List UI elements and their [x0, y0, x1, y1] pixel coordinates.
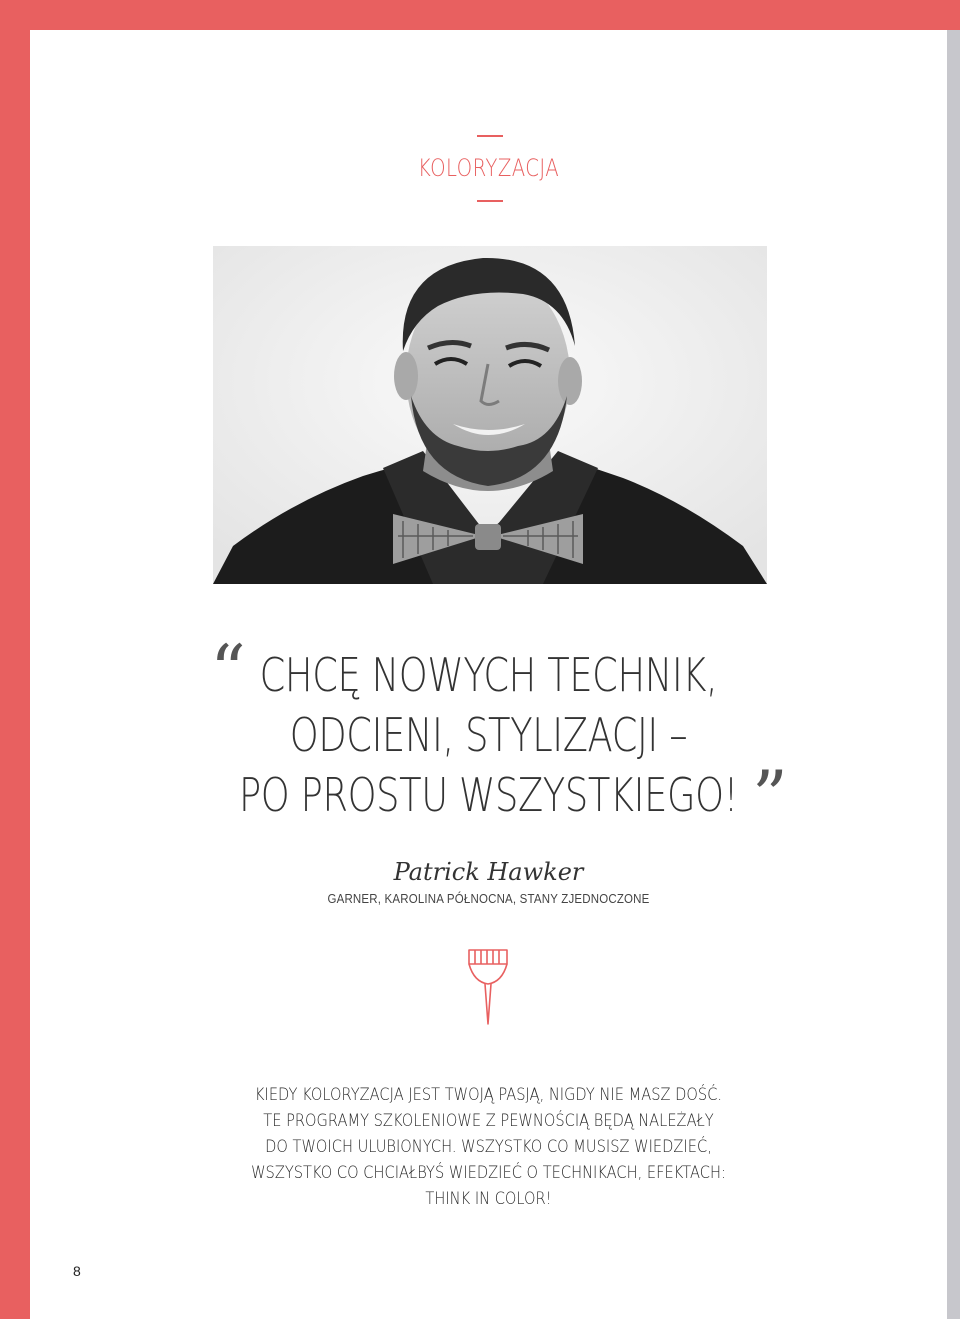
intro-line-3: DO TWOICH ULUBIONYCH. WSZYSTKO CO MUSISZ WIEDZIEĆ,: [265, 1137, 712, 1157]
intro-paragraph: [30, 1082, 947, 1212]
author-signature: Patrick Hawker: [393, 858, 584, 886]
section-rule-top: [477, 135, 503, 137]
quote-line-3: PO PROSTU WSZYSTKIEGO!: [238, 768, 738, 822]
section-title: KOLORYZACJA: [417, 154, 560, 182]
page-number: 8: [73, 1263, 81, 1279]
quote-line-1: CHCĘ NOWYCH TECHNIK,: [259, 648, 718, 702]
intro-line-5: THINK IN COLOR!: [425, 1189, 552, 1209]
right-edge-strip: [947, 30, 960, 1319]
pull-quote: [30, 645, 947, 825]
page: [30, 30, 947, 1319]
tint-brush-icon: [466, 948, 510, 1026]
quote-line-2: ODCIENI, STYLIZACJI –: [289, 708, 688, 762]
quote-close-mark: ”: [752, 756, 788, 838]
section-rule-bottom: [477, 200, 503, 202]
intro-line-1: KIEDY KOLORYZACJA JEST TWOJĄ PASJĄ, NIGDY NIE MASZ DOŚĆ.: [254, 1085, 723, 1105]
intro-line-4: WSZYSTKO CO CHCIAŁBYŚ WIEDZIEĆ O TECHNIKACH, EFEKTACH:: [251, 1163, 726, 1183]
portrait-photo: [213, 246, 767, 584]
author-location: GARNER, KAROLINA PÓŁNOCNA, STANY ZJEDNOCZONE: [327, 892, 650, 906]
intro-line-2: TE PROGRAMY SZKOLENIOWE Z PEWNOŚCIĄ BĘDĄ NALEŻAŁY: [263, 1111, 714, 1131]
quote-open-mark: “: [210, 630, 246, 712]
